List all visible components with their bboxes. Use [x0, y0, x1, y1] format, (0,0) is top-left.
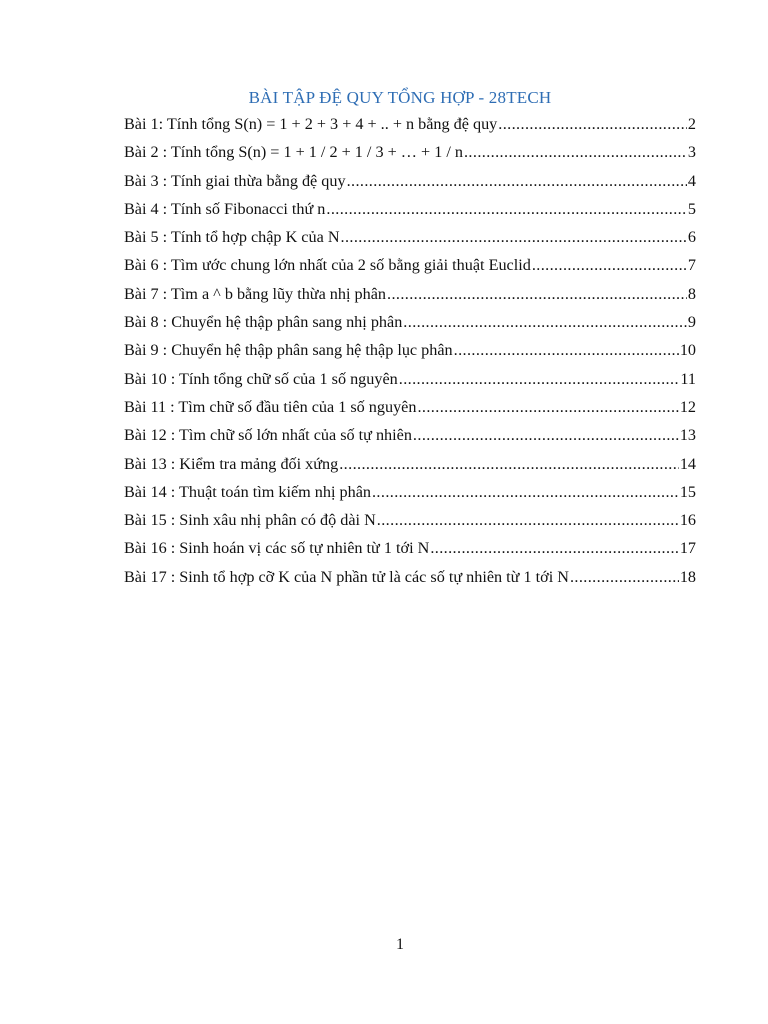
- toc-entry-14[interactable]: [124, 478, 696, 506]
- toc-entry-page: 2: [687, 115, 696, 133]
- toc-entry-page: 9: [687, 313, 696, 332]
- page-number: 1: [396, 936, 404, 953]
- toc-entry-12[interactable]: [124, 421, 696, 449]
- toc-entry-15[interactable]: [124, 506, 696, 534]
- toc-entry-10[interactable]: [124, 365, 696, 393]
- toc-entry-page: 11: [680, 369, 696, 388]
- toc-dot-leader: [532, 251, 687, 279]
- toc-dot-leader: [399, 365, 680, 393]
- toc-dot-leader: [413, 421, 679, 449]
- toc-entry-11[interactable]: [124, 393, 696, 421]
- toc-entry-label: Bài 14 : Thuật toán tìm kiếm nhị phân: [124, 482, 371, 501]
- toc-entry-label: Bài 9 : Chuyển hệ thập phân sang hệ thập lục phân: [124, 341, 453, 360]
- toc-dot-leader: [464, 138, 687, 166]
- toc-entry-16[interactable]: [124, 534, 696, 562]
- toc-entry-label: Bài 2 : Tính tổng S(n) = 1 + 1 / 2 + 1 / 3 + … + 1 / n: [124, 143, 463, 162]
- toc-entry-page: 5: [687, 199, 696, 218]
- toc-dot-leader: [570, 563, 679, 591]
- toc-entry-page: 10: [679, 341, 696, 360]
- toc-entry-7[interactable]: [124, 280, 696, 308]
- toc-entry-label: Bài 13 : Kiểm tra mảng đối xứng: [124, 454, 339, 473]
- toc-entry-label: Bài 5 : Tính tổ hợp chập K của N: [124, 228, 340, 247]
- toc-entry-6[interactable]: [124, 251, 696, 279]
- toc-entry-page: 8: [687, 284, 696, 303]
- toc-dot-leader: [372, 478, 679, 506]
- toc-entry-label: Bài 16 : Sinh hoán vị các số tự nhiên từ 1 tới N: [124, 539, 430, 558]
- toc-dot-leader: [341, 223, 687, 251]
- toc-entry-label: Bài 8 : Chuyển hệ thập phân sang nhị phân: [124, 313, 403, 332]
- toc-dot-leader: [326, 195, 687, 223]
- toc-dot-leader: [498, 110, 687, 138]
- toc-entry-label: Bài 3 : Tính giai thừa bằng đệ quy: [124, 171, 346, 190]
- toc-entry-8[interactable]: [124, 308, 696, 336]
- toc-entry-1[interactable]: [124, 110, 696, 138]
- toc-entry-label: Bài 12 : Tìm chữ số lớn nhất của số tự nhiên: [124, 426, 412, 445]
- toc-entry-2[interactable]: [124, 138, 696, 166]
- toc-dot-leader: [377, 506, 679, 534]
- toc-entry-4[interactable]: [124, 195, 696, 223]
- toc-dot-leader: [339, 450, 679, 478]
- toc-entry-9[interactable]: [124, 336, 696, 364]
- toc-entry-label: Bài 4 : Tính số Fibonacci thứ n: [124, 199, 326, 218]
- toc-dot-leader: [347, 167, 687, 195]
- toc-entry-label: Bài 10 : Tính tổng chữ số của 1 số nguyên: [124, 369, 398, 388]
- toc-entry-page: 16: [679, 511, 696, 530]
- toc-entry-13[interactable]: [124, 450, 696, 478]
- toc-entry-3[interactable]: [124, 167, 696, 195]
- toc-entry-label: Bài 11 : Tìm chữ số đầu tiên của 1 số nguyên: [124, 397, 417, 416]
- toc-entry-page: 17: [679, 539, 696, 558]
- document-title: BÀI TẬP ĐỆ QUY TỔNG HỢP - 28TECH: [248, 88, 552, 107]
- toc-entry-page: 13: [679, 426, 696, 445]
- toc-dot-leader: [454, 336, 679, 364]
- toc-entry-page: 6: [687, 228, 696, 247]
- toc-entry-label: Bài 6 : Tìm ước chung lớn nhất của 2 số bằng giải thuật Euclid: [124, 256, 531, 275]
- toc-entry-label: Bài 7 : Tìm a ^ b bằng lũy thừa nhị phân: [124, 284, 386, 303]
- toc-entry-page: 18: [679, 567, 696, 586]
- toc-entry-label: Bài 1: Tính tổng S(n) = 1 + 2 + 3 + 4 + .. + n bằng đệ quy: [124, 115, 498, 133]
- toc-dot-leader: [403, 308, 687, 336]
- toc-entry-page: 7: [687, 256, 696, 275]
- table-of-contents: [124, 110, 696, 591]
- toc-entry-page: 14: [679, 454, 696, 473]
- toc-dot-leader: [430, 534, 679, 562]
- toc-entry-5[interactable]: [124, 223, 696, 251]
- toc-entry-page: 15: [679, 482, 696, 501]
- toc-dot-leader: [417, 393, 678, 421]
- toc-entry-page: 3: [687, 143, 696, 162]
- toc-entry-17[interactable]: [124, 563, 696, 591]
- toc-entry-label: Bài 15 : Sinh xâu nhị phân có độ dài N: [124, 511, 376, 530]
- toc-entry-page: 4: [687, 171, 696, 190]
- toc-dot-leader: [387, 280, 687, 308]
- toc-entry-page: 12: [679, 397, 696, 416]
- toc-entry-label: Bài 17 : Sinh tổ hợp cỡ K của N phần tử là các số tự nhiên từ 1 tới N: [124, 567, 569, 586]
